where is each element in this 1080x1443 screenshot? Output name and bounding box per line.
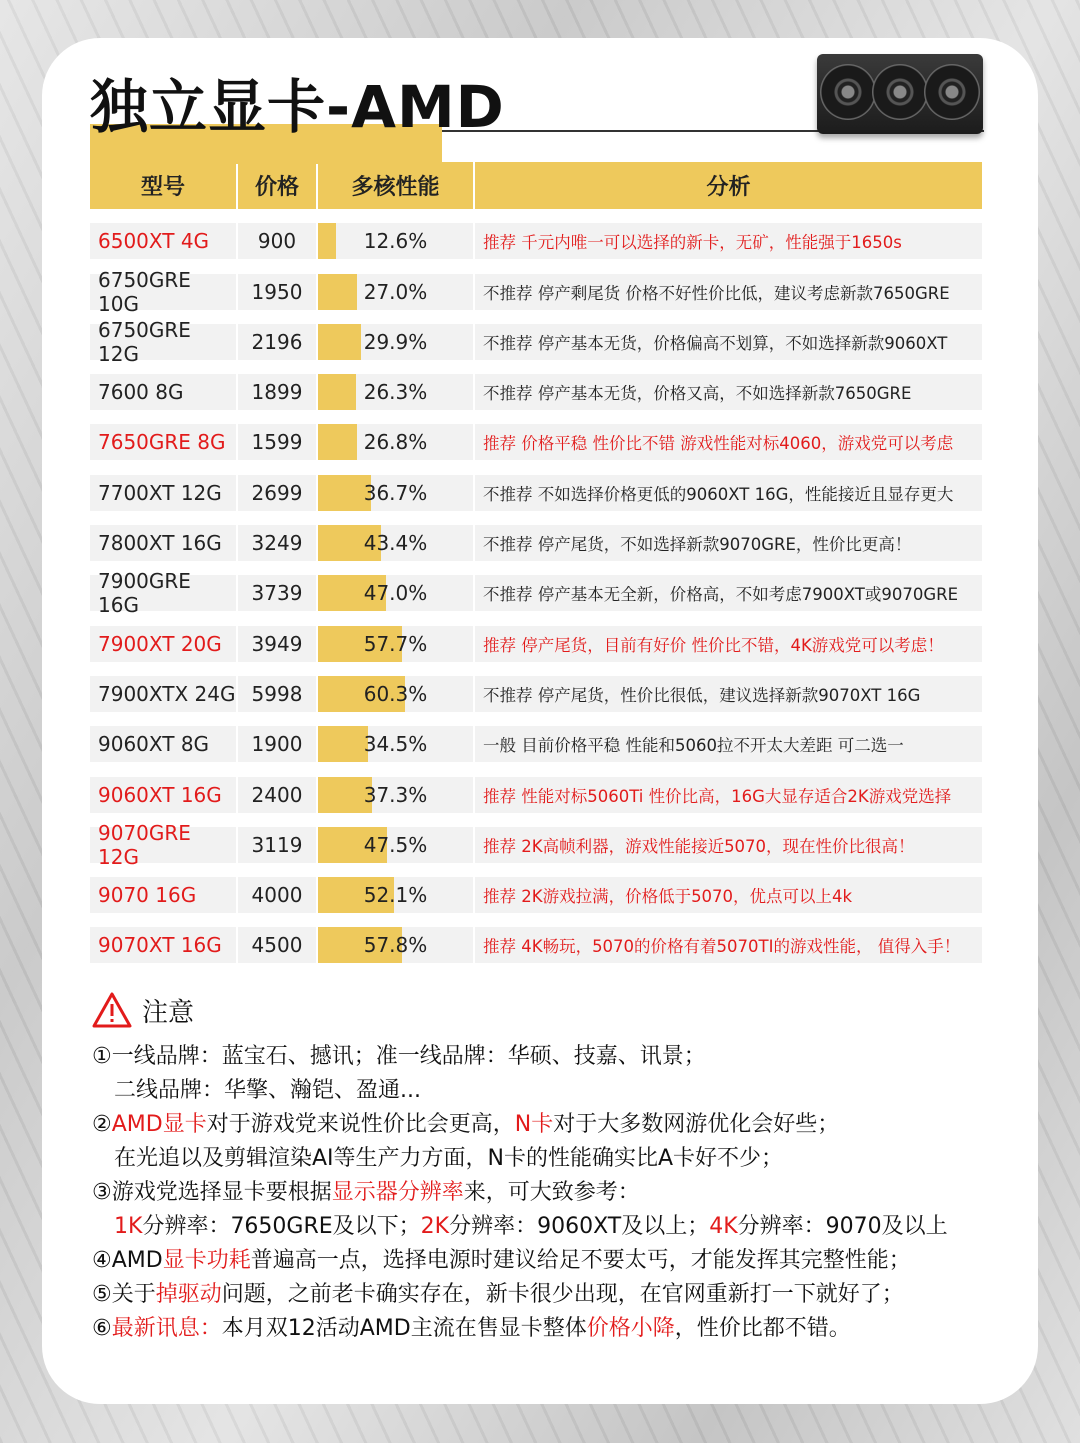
performance-cell <box>318 927 473 963</box>
price-cell: 1899 <box>238 374 316 410</box>
note-text: 分辨率：7650GRE及以下； <box>142 1214 421 1239</box>
performance-bar <box>318 324 361 360</box>
table-body <box>90 223 982 963</box>
price-cell: 2196 <box>238 324 316 360</box>
model-cell: 7600 8G <box>90 374 236 410</box>
note-line <box>92 1108 1012 1142</box>
note-highlight: AMD显卡 <box>111 1112 207 1137</box>
price-cell: 4500 <box>238 927 316 963</box>
performance-cell <box>318 626 473 662</box>
model-cell: 7650GRE 8G <box>90 424 236 460</box>
note-text: 问题，之前老卡确实存在，新卡很少出现，在官网重新打一下就好了； <box>221 1282 904 1307</box>
note-line <box>92 1176 1012 1210</box>
analysis-cell: 不推荐 不如选择价格更低的9060XT 16G，性能接近且显存更大 <box>475 475 982 511</box>
price-cell: 3249 <box>238 525 316 561</box>
performance-cell <box>318 676 473 712</box>
price-cell: 3949 <box>238 626 316 662</box>
performance-value: 29.9% <box>363 329 428 354</box>
table-header <box>90 162 982 209</box>
header-performance: 多核性能 <box>318 162 473 209</box>
performance-cell <box>318 525 473 561</box>
notes-section <box>92 990 1012 1346</box>
title-block <box>90 72 505 142</box>
note-text: 来，可大致参考： <box>463 1180 640 1205</box>
price-cell: 1599 <box>238 424 316 460</box>
performance-cell <box>318 726 473 762</box>
price-cell: 1950 <box>238 274 316 310</box>
performance-cell <box>318 827 473 863</box>
price-cell: 3119 <box>238 827 316 863</box>
table-row <box>90 374 982 410</box>
notes-title: 注意 <box>142 997 195 1028</box>
price-cell: 4000 <box>238 877 316 913</box>
note-highlight: 最新讯息： <box>111 1316 222 1341</box>
performance-cell <box>318 575 473 611</box>
performance-cell <box>318 324 473 360</box>
table-row <box>90 877 982 913</box>
performance-value: 60.3% <box>363 681 428 706</box>
performance-value: 37.3% <box>363 782 428 807</box>
performance-value: 36.7% <box>363 480 428 505</box>
analysis-cell: 一般 目前价格平稳 性能和5060拉不开太大差距 可二选一 <box>475 726 982 762</box>
analysis-cell: 推荐 4K畅玩，5070的价格有着5070TI的游戏性能， 值得入手！ <box>475 927 982 963</box>
analysis-cell: 推荐 千元内唯一可以选择的新卡，无矿，性能强于1650s <box>475 223 982 259</box>
model-cell: 9070 16G <box>90 877 236 913</box>
note-highlight: 4K <box>709 1214 738 1239</box>
model-cell: 7900XTX 24G <box>90 676 236 712</box>
header-model: 型号 <box>90 162 236 209</box>
table-row <box>90 820 982 869</box>
note-highlight: 显卡功耗 <box>162 1248 251 1273</box>
model-cell: 9070GRE 12G <box>90 827 236 863</box>
model-cell: 7700XT 12G <box>90 475 236 511</box>
model-cell: 9060XT 16G <box>90 777 236 813</box>
notes-list <box>92 1040 1012 1346</box>
analysis-cell: 推荐 停产尾货，目前有好价 性价比不错，4K游戏党可以考虑！ <box>475 626 982 662</box>
table-row <box>90 525 982 561</box>
analysis-cell: 不推荐 停产尾货，性价比很低，建议选择新款9070XT 16G <box>475 676 982 712</box>
analysis-cell: 推荐 价格平稳 性价比不错 游戏性能对标4060，游戏党可以考虑 <box>475 424 982 460</box>
performance-value: 57.7% <box>363 631 428 656</box>
notes-header <box>92 990 1012 1030</box>
note-line <box>92 1142 1012 1176</box>
note-text: 分辨率：9070及以上 <box>737 1214 948 1239</box>
analysis-cell: 推荐 2K高帧利器，游戏性能接近5070，现在性价比很高！ <box>475 827 982 863</box>
performance-cell <box>318 777 473 813</box>
model-cell: 7900XT 20G <box>90 626 236 662</box>
performance-cell <box>318 223 473 259</box>
table-row <box>90 927 982 963</box>
note-highlight: 价格小降 <box>586 1316 675 1341</box>
table-row <box>90 317 982 366</box>
table-row <box>90 424 982 460</box>
price-cell: 900 <box>238 223 316 259</box>
note-text: 本月双12活动AMD主流在售显卡整体 <box>221 1316 587 1341</box>
performance-value: 47.0% <box>363 581 428 606</box>
performance-bar <box>318 424 357 460</box>
note-line <box>92 1312 1012 1346</box>
note-text: 对于游戏党来说性价比会更高， <box>206 1112 515 1137</box>
table-row <box>90 569 982 618</box>
performance-bar <box>318 374 356 410</box>
gpu-table <box>90 162 982 963</box>
note-text: ⑤关于 <box>92 1282 156 1307</box>
note-line <box>92 1040 1012 1074</box>
performance-value: 47.5% <box>363 832 428 857</box>
table-row <box>90 223 982 259</box>
price-cell: 5998 <box>238 676 316 712</box>
graphics-card-image <box>817 54 983 134</box>
performance-value: 34.5% <box>363 732 428 757</box>
warning-icon <box>92 992 132 1028</box>
fan-icon <box>924 64 980 120</box>
note-text: 对于大多数网游优化会好些； <box>553 1112 840 1137</box>
table-row <box>90 777 982 813</box>
performance-value: 26.3% <box>363 380 428 405</box>
model-cell: 9060XT 8G <box>90 726 236 762</box>
note-line <box>92 1210 1012 1244</box>
note-highlight: 2K <box>420 1214 450 1239</box>
performance-value: 12.6% <box>363 229 428 254</box>
note-text: ⑥ <box>92 1316 112 1341</box>
price-cell: 2699 <box>238 475 316 511</box>
analysis-cell: 不推荐 停产基本无全新，价格高，不如考虑7900XT或9070GRE <box>475 575 982 611</box>
performance-value: 43.4% <box>363 531 428 556</box>
note-text: 分辨率：9060XT及以上； <box>449 1214 710 1239</box>
performance-bar <box>318 223 336 259</box>
note-text: 二线品牌：华擎、瀚铠、盈通... <box>114 1078 421 1103</box>
performance-value: 57.8% <box>363 933 428 958</box>
performance-value: 52.1% <box>363 883 428 908</box>
analysis-cell: 不推荐 停产尾货，不如选择新款9070GRE，性价比更高！ <box>475 525 982 561</box>
note-line <box>92 1278 1012 1312</box>
price-cell: 2400 <box>238 777 316 813</box>
table-row <box>90 726 982 762</box>
header-price: 价格 <box>238 162 316 209</box>
performance-value: 26.8% <box>363 430 428 455</box>
table-row <box>90 626 982 662</box>
note-text: 普遍高一点，选择电源时建议给足不要太丐，才能发挥其完整性能； <box>250 1248 911 1273</box>
performance-cell <box>318 374 473 410</box>
note-text: ①一线品牌：蓝宝石、撼讯；准一线品牌：华硕、技嘉、讯景； <box>92 1044 706 1069</box>
note-text: ③游戏党选择显卡要根据 <box>92 1180 332 1205</box>
header-analysis: 分析 <box>475 162 982 209</box>
model-cell: 9070XT 16G <box>90 927 236 963</box>
model-cell: 6750GRE 12G <box>90 324 236 360</box>
performance-cell <box>318 475 473 511</box>
performance-bar <box>318 274 357 310</box>
table-row <box>90 676 982 712</box>
performance-cell <box>318 877 473 913</box>
model-cell: 6500XT 4G <box>90 223 236 259</box>
performance-cell <box>318 424 473 460</box>
page-title: 独立显卡-AMD <box>90 73 505 141</box>
analysis-cell: 不推荐 停产基本无货，价格又高，不如选择新款7650GRE <box>475 374 982 410</box>
price-cell: 1900 <box>238 726 316 762</box>
note-highlight: 显示器分辨率 <box>331 1180 464 1205</box>
content-card <box>42 38 1038 1404</box>
model-cell: 6750GRE 10G <box>90 274 236 310</box>
analysis-cell: 不推荐 停产剩尾货 价格不好性价比低，建议考虑新款7650GRE <box>475 274 982 310</box>
note-text: ② <box>92 1112 112 1137</box>
note-text: ④AMD <box>92 1248 163 1273</box>
analysis-cell: 推荐 2K游戏拉满，价格低于5070，优点可以上4k <box>475 877 982 913</box>
performance-cell <box>318 274 473 310</box>
note-line <box>92 1244 1012 1278</box>
note-highlight: N卡 <box>514 1112 554 1137</box>
fan-icon <box>872 64 928 120</box>
price-cell: 3739 <box>238 575 316 611</box>
note-line <box>92 1074 1012 1108</box>
performance-value: 27.0% <box>363 279 428 304</box>
analysis-cell: 不推荐 停产基本无货，价格偏高不划算，不如选择新款9060XT <box>475 324 982 360</box>
model-cell: 7900GRE 16G <box>90 575 236 611</box>
note-highlight: 1K <box>114 1214 143 1239</box>
table-row <box>90 267 982 316</box>
note-text: ，性价比都不错。 <box>674 1316 851 1341</box>
note-text: 在光追以及剪辑渲染AI等生产力方面，N卡的性能确实比A卡好不少； <box>114 1146 784 1171</box>
analysis-cell: 推荐 性能对标5060Ti 性价比高，16G大显存适合2K游戏党选择 <box>475 777 982 813</box>
table-row <box>90 475 982 511</box>
note-highlight: 掉驱动 <box>155 1282 222 1307</box>
performance-bar <box>318 726 368 762</box>
fan-icon <box>820 64 876 120</box>
model-cell: 7800XT 16G <box>90 525 236 561</box>
